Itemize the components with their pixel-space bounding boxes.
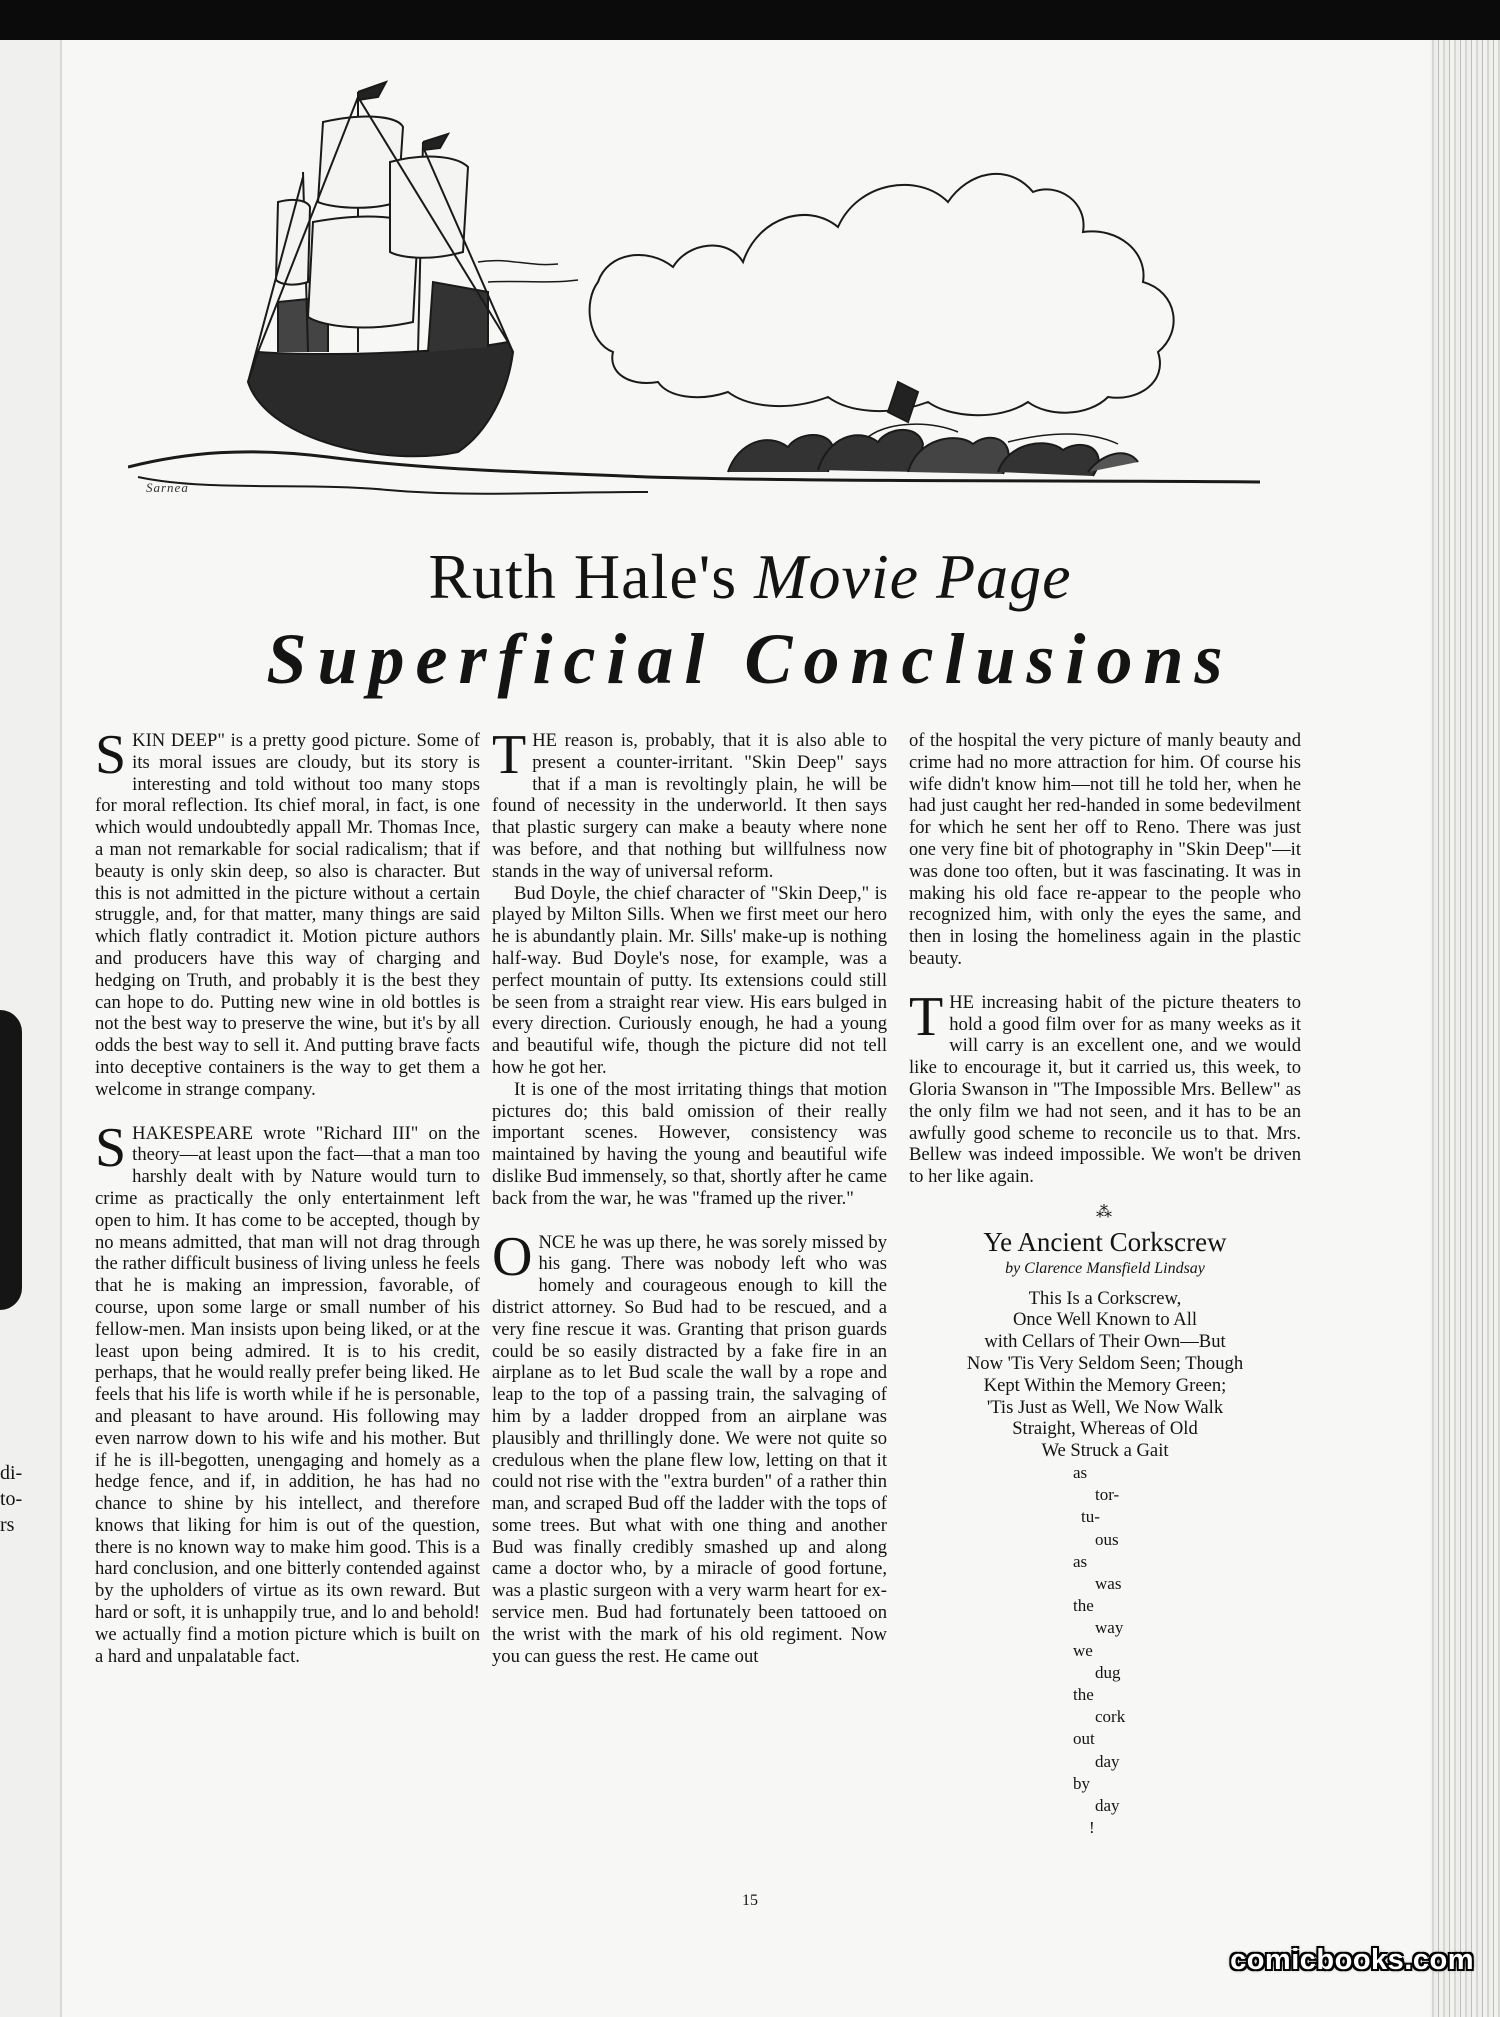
paragraph: Bud Doyle, the chief character of "Skin Deep," is played by Milton Sills. When we first meet our hero he is abundantly plain. Mr. Sills' make-up is nothing half-way. Bud Doyle's nose, for example, was a perfect mountain of putty. Its extensions could still be seen from a straight rear view. His ears bulged in every direction. Curiously enough, he had a young and beautiful wife, though the picture did not tell how he got her. [492, 882, 887, 1078]
drop-cap: T [909, 985, 944, 1048]
stair-word: ! [1089, 1818, 1095, 1838]
paragraph: of the hospital the very picture of manly beauty and crime had no more attraction for him. Of course his wife didn't know him—not till he told her, when he had just caught her red-handed in some bedevilment for which he sent her off to Reno. There was just one very fine bit of photography in "Skin Deep"—it was done too often, but it was fascinating. It was in making his old face re-appear to the people who recognized him, with only the eyes the same, and then in losing the homeliness again in the plastic beauty. [909, 730, 1301, 969]
fragment-line: rs [0, 1514, 15, 1536]
stair-word: day [1095, 1795, 1120, 1815]
poem-line: with Cellars of Their Own—But [984, 1331, 1226, 1353]
poem-line: Once Well Known to All [1012, 1309, 1198, 1331]
poem-line: We Struck a Gait [1041, 1440, 1169, 1462]
stair-word: was [1095, 1573, 1122, 1593]
stair-word: we [1073, 1640, 1093, 1660]
poem-title: Ye Ancient Corkscrew [983, 1226, 1227, 1257]
poem-line: Now 'Tis Very Seldom Seen; Though [966, 1352, 1244, 1374]
fragment-line: di- [0, 1462, 23, 1484]
header-illustration [128, 52, 1260, 522]
poem-line: Kept Within the Memory Green; [983, 1374, 1227, 1396]
drop-cap: O [492, 1225, 533, 1288]
paragraph: SHAKESPEARE wrote "Richard III" on the theory—at least upon the fact—that a man too harshly dealt with by Nature would turn to crime as practically the only entertainment left open to him. It has come to be accepted, though by no means admitted, that man will not drag through the rather difficult business of living unless he feels that he is making an impression, favorable, of course, upon some large or small number of his fellow-men. Man insists upon being liked, or at the least upon being admired. It is to his credit, perhaps, that he would really prefer being liked. He feels that his life is worth while if he is personable, and pleasant to have around. His following may even narrow down to his wife and his mother. But if he is ill-begotten, unengaging and homely as a hedge fence, and if, in addition, he has had no chance to shine by his intellect, and therefore knows that liking for him is out of the question, there is no known way to make him good. This is a hard conclusion, and one bitterly contended against by the upholders of virtue as its own reward. But hard or soft, it is unhappily true, and lo and behold! we actually find a motion picture which is built on a hard and unpalatable fact. [95, 1116, 480, 1667]
stair-word: tor- [1095, 1485, 1120, 1505]
scan-top-border [0, 0, 1500, 40]
stair-word: way [1095, 1618, 1124, 1638]
fragment-line: to- [0, 1488, 23, 1510]
watermark: comicbooks.com [1230, 1944, 1474, 1976]
stair-word: cork [1095, 1707, 1126, 1727]
article-column-3 [909, 730, 1301, 1839]
drop-cap: S [95, 724, 127, 786]
article-column-1 [95, 724, 480, 1667]
poem-verse [909, 1288, 1301, 1462]
stair-word: as [1073, 1462, 1088, 1482]
page-title [0, 540, 1500, 614]
stair-word: ous [1095, 1529, 1119, 1549]
stair-word: as [1073, 1551, 1088, 1571]
stair-word: dug [1095, 1662, 1121, 1682]
artist-signature: Sarnea [146, 480, 189, 495]
paragraph: SKIN DEEP" is a pretty good picture. Some of its moral issues are cloudy, but its story is interesting and told without too many stops for moral reflection. Its chief moral, in fact, is one which would undoubtedly appall Mr. Thomas Ince, a man not remarkable for social radicalism; that if beauty is only skin deep, so also is character. But this is not admitted in the picture without a certain struggle, and, for that matter, many things are said which flatly contradict it. Motion picture authors and producers have this way of charging and hedging on Truth, and probably it is the best they can hope to do. Putting new wine in old bottles is not the best way to preserve the wine, but it's by all odds the best way to sell it. And putting brave facts into deceptive containers is the way to get them a welcome in strange company. [95, 724, 480, 1100]
paragraph: THE reason is, probably, that it is also able to present a counter-irritant. "Skin Deep" says that if a man is revoltingly plain, he will be found of necessity in the underworld. It then says that plastic surgery can make a beauty where none was before, and that nothing but willfulness now stands in the way of universal reform. [492, 724, 887, 882]
paragraph: THE increasing habit of the picture theaters to hold a good film over for as many weeks as it will carry is an excellent one, and we would like to encourage it, but it carried us, this week, to Gloria Swanson in "The Impossible Mrs. Bellew" as the only film we had not seen, and it has to be an awfully good scheme to reconcile us to that. Mrs. Bellew was indeed impossible. We won't be driven to her like again. [909, 985, 1301, 1188]
adjacent-page-text [0, 1460, 30, 1538]
article-headline: Superficial Conclusions [266, 619, 1234, 699]
poem-line: This Is a Corkscrew, [1028, 1287, 1182, 1309]
book-spine-page-edges [1432, 40, 1500, 2017]
section-ornament: ⁂ [1096, 1203, 1114, 1221]
stair-word: the [1073, 1684, 1094, 1704]
stair-word: by [1073, 1773, 1090, 1793]
adjacent-page-illustration [0, 1010, 22, 1310]
title-author: Ruth Hale's [428, 541, 738, 612]
poem-line: 'Tis Just as Well, We Now Walk [986, 1396, 1224, 1418]
drop-cap: T [492, 724, 527, 786]
stair-word: day [1095, 1751, 1120, 1771]
page-number: 15 [742, 1892, 758, 1909]
drop-cap: S [95, 1116, 127, 1179]
stair-word: tu- [1081, 1507, 1100, 1527]
poem-line: Straight, Whereas of Old [1012, 1418, 1198, 1440]
paragraph: ONCE he was up there, he was sorely missed by his gang. There was nobody left who was homely and courageous enough to kill the district attorney. So Bud had to be rescued, and a very fine rescue it was. Granting that prison guards could be so easily distracted by a fake fire in an airplane as to let Bud scale the wall by a rope and leap to the top of a passing train, the salvaging of him by a ladder dropped from an airplane was plausibly and thrillingly done. We were not quite so credulous when the plane flew low, letting on that it could not rise with the "extra burden" of a rather thin man, and scraped Bud off the ladder with the tops of some trees. But what with one thing and another Bud was finally credibly smashed up and along came a doctor who, by a miracle of good fortune, was a plastic surgeon with a very warm heart for ex-service men. Bud had fortunately been tattooed on the wrist with the mark of his old regiment. Now you can guess the rest. He came out [492, 1225, 887, 1667]
title-name: Movie Page [754, 541, 1072, 612]
stair-word: out [1073, 1729, 1095, 1749]
poem-byline: by Clarence Mansfield Lindsay [1005, 1259, 1205, 1277]
paragraph: It is one of the most irritating things that motion pictures do; this bald omission of their really important scenes. However, consistency was maintained by having the young and beautiful wife dislike Bud immensely, so that, shortly after he came back from the war, he was "framed up the river." [492, 1078, 887, 1209]
stair-word: the [1073, 1596, 1094, 1616]
poem-staircase [909, 1462, 1301, 1839]
article-column-2 [492, 724, 887, 1667]
